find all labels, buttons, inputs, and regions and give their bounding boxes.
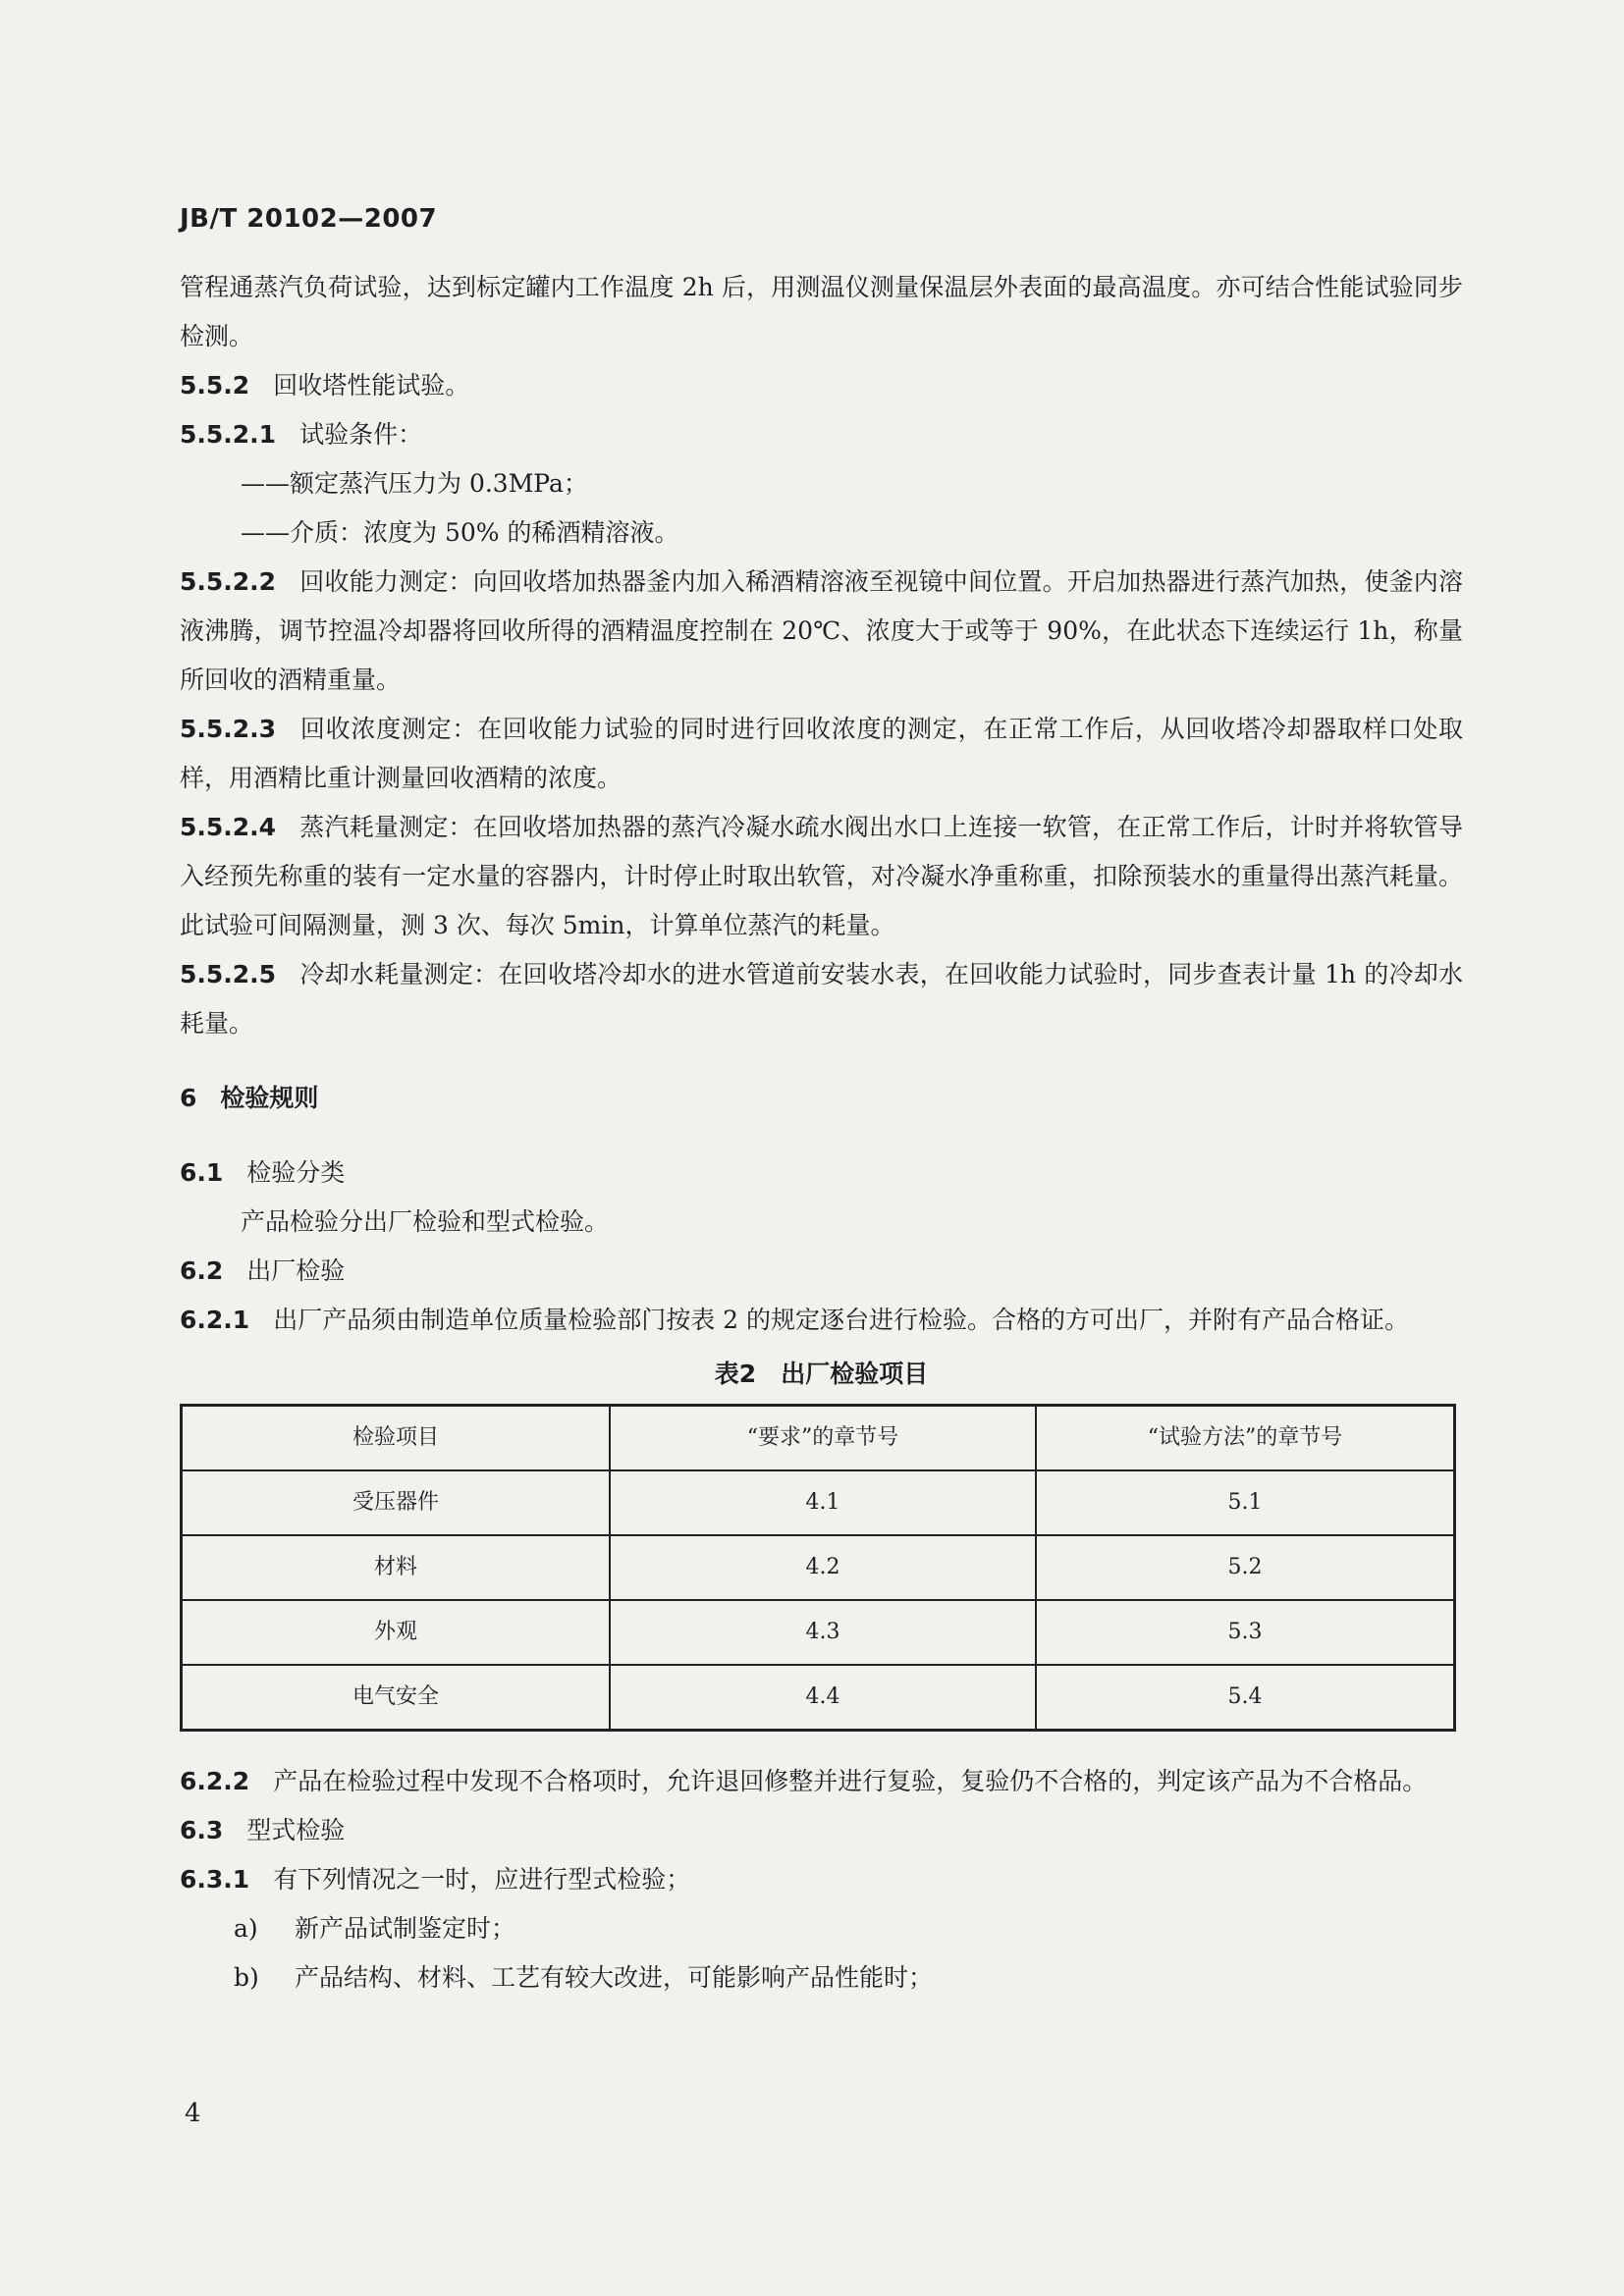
clause-number: 6.2.1	[180, 1306, 250, 1334]
standard-number: JB/T 20102—2007	[180, 204, 438, 234]
clause-number: 6.1	[180, 1158, 224, 1187]
list-item: a) 新产品试制鉴定时；	[180, 1904, 1463, 1953]
clause-6-2: 6.2 出厂检验	[180, 1256, 346, 1285]
clause-5-5-2-1: 5.5.2.1 试验条件：	[180, 420, 423, 449]
table-cell: 5.4	[1036, 1665, 1455, 1731]
clause-6-3: 6.3 型式检验	[180, 1816, 346, 1844]
clause-6-3-1: 6.3.1 有下列情况之一时，应进行型式检验；	[180, 1865, 691, 1894]
table-cell: 受压器件	[182, 1470, 611, 1535]
paragraph-continued: 管程通蒸汽负荷试验，达到标定罐内工作温度 2h 后，用测温仪测量保温层外表面的最高温度。亦可结合性能试验同步检测。	[180, 273, 1463, 350]
clause-number: 5.5.2.3	[180, 715, 277, 743]
table-row	[182, 1535, 1455, 1600]
clause-number: 5.5.2.1	[180, 420, 277, 449]
table-cell: 4.1	[610, 1470, 1036, 1535]
clause-6-1-text: 产品检验分出厂检验和型式检验。	[241, 1207, 610, 1236]
table-header-cell: “要求”的章节号	[610, 1406, 1036, 1471]
clause-5-5-2-5: 5.5.2.5 冷却水耗量测定：在回收塔冷却水的进水管道前安装水表，在回收能力试验时，同步查表计量 1h 的冷却水耗量。	[180, 960, 1463, 1038]
page-number: 4	[185, 2099, 201, 2128]
clause-5-5-2-2: 5.5.2.2 回收能力测定：向回收塔加热器釜内加入稀酒精溶液至视镜中间位置。开启加热器进行蒸汽加热，使釜内溶液沸腾，调节控温冷却器将回收所得的酒精温度控制在 20℃、浓度大于或等于 90%，在此状态下连续运行 1h，称量所回收的酒精重量。	[180, 567, 1463, 694]
table-cell: 5.3	[1036, 1600, 1455, 1665]
clause-number: 6.3.1	[180, 1865, 250, 1894]
table-header-row	[182, 1406, 1455, 1471]
clause-number: 5.5.2.4	[180, 813, 277, 841]
condition-item: ——介质：浓度为 50% 的稀酒精溶液。	[241, 518, 679, 547]
clause-number: 5.5.2.5	[180, 960, 277, 988]
inspection-items-table	[180, 1404, 1456, 1732]
table-header-cell: “试验方法”的章节号	[1036, 1406, 1455, 1471]
table-cell: 5.1	[1036, 1470, 1455, 1535]
clause-5-5-2-3: 5.5.2.3 回收浓度测定：在回收能力试验的同时进行回收浓度的测定，在正常工作后，从回收塔冷却器取样口处取样，用酒精比重计测量回收酒精的浓度。	[180, 715, 1463, 792]
clause-number: 5.5.2	[180, 371, 250, 400]
table-row	[182, 1470, 1455, 1535]
clause-6-2-1: 6.2.1 出厂产品须由制造单位质量检验部门按表 2 的规定逐台进行检验。合格的方可出厂，并附有产品合格证。	[180, 1306, 1409, 1334]
table-cell: 外观	[182, 1600, 611, 1665]
table-header-cell: 检验项目	[182, 1406, 611, 1471]
clause-number: 5.5.2.2	[180, 567, 277, 596]
table-cell: 4.3	[610, 1600, 1036, 1665]
list-marker: a)	[234, 1914, 258, 1943]
clause-number: 6.3	[180, 1816, 224, 1844]
condition-item: ——额定蒸汽压力为 0.3MPa；	[241, 469, 588, 498]
table-cell: 4.2	[610, 1535, 1036, 1600]
clause-5-5-2: 5.5.2 回收塔性能试验。	[180, 371, 470, 400]
clause-6-1: 6.1 检验分类	[180, 1158, 346, 1187]
table-row	[182, 1600, 1455, 1665]
table-cell: 材料	[182, 1535, 611, 1600]
table-cell: 5.2	[1036, 1535, 1455, 1600]
table-cell: 电气安全	[182, 1665, 611, 1731]
table-cell: 4.4	[610, 1665, 1036, 1731]
table-row	[182, 1665, 1455, 1731]
table-caption: 表2 出厂检验项目	[714, 1360, 929, 1388]
section-6-heading: 6 检验规则	[180, 1084, 319, 1112]
document-body	[180, 263, 1463, 2002]
clause-6-2-2: 6.2.2 产品在检验过程中发现不合格项时，允许退回修整并进行复验，复验仍不合格的，判定该产品为不合格品。	[180, 1767, 1428, 1795]
clause-5-5-2-4: 5.5.2.4 蒸汽耗量测定：在回收塔加热器的蒸汽冷凝水疏水阀出水口上连接一软管，在正常工作后，计时并将软管导入经预先称重的装有一定水量的容器内，计时停止时取出软管，对冷凝水净重称重，扣除预装水的重量得出蒸汽耗量。此试验可间隔测量，测 3 次、每次 5min，计算单位蒸汽的耗量。	[180, 813, 1463, 939]
clause-number: 6.2	[180, 1256, 224, 1285]
clause-number: 6.2.2	[180, 1767, 250, 1795]
list-item: b) 产品结构、材料、工艺有较大改进，可能影响产品性能时；	[180, 1953, 1463, 2002]
list-marker: b)	[234, 1963, 259, 1992]
